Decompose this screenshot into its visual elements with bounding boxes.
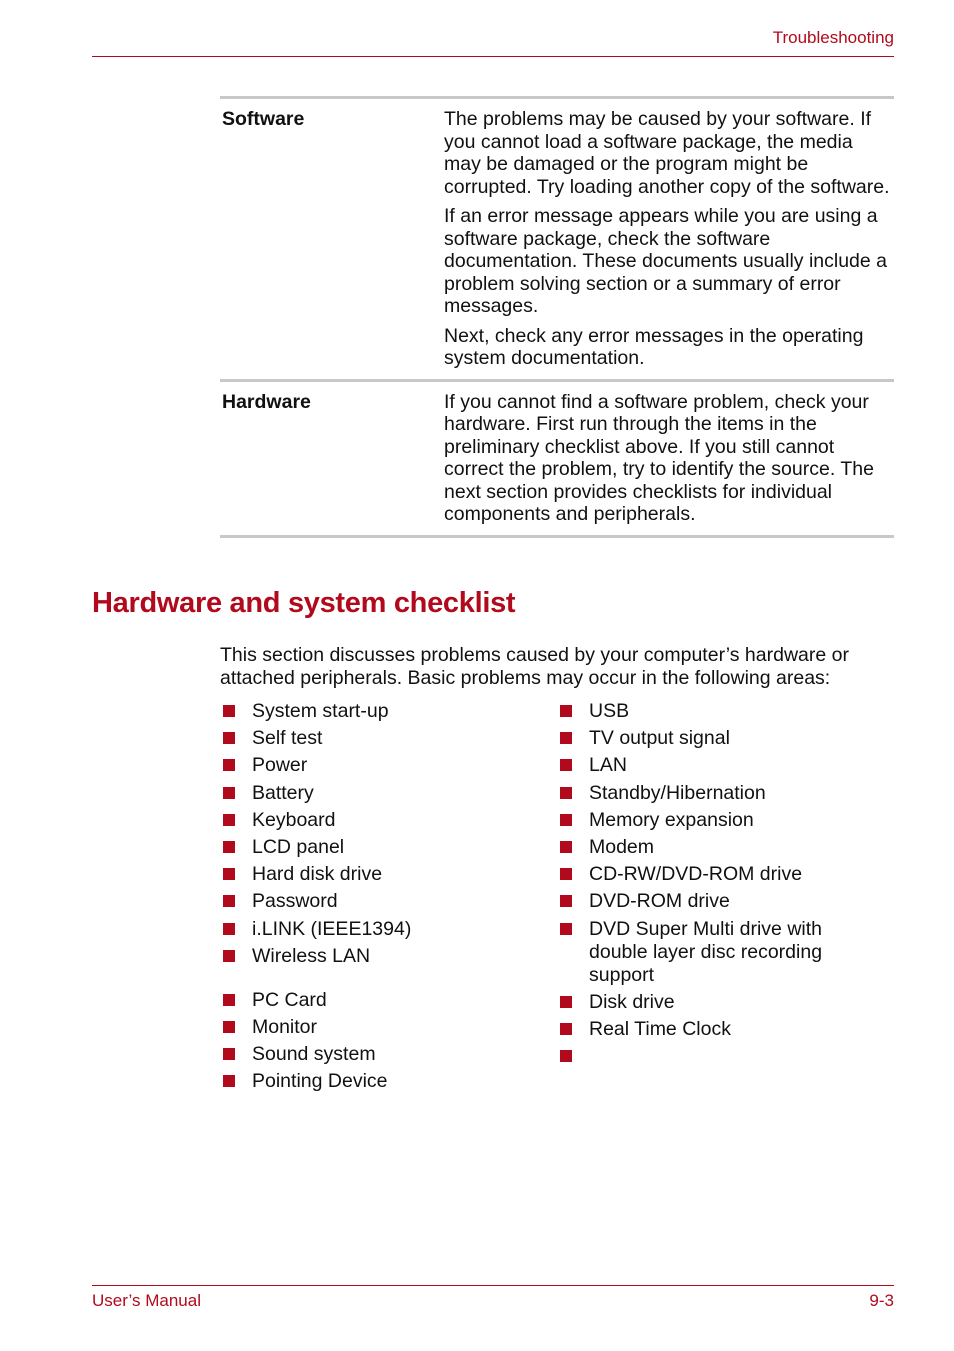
page-number: 9-3 bbox=[869, 1291, 894, 1310]
list-item bbox=[557, 700, 877, 723]
list-item bbox=[220, 809, 540, 832]
square-bullet-icon bbox=[223, 841, 235, 853]
list-item bbox=[557, 836, 877, 859]
square-bullet-icon bbox=[223, 787, 235, 799]
square-bullet-icon bbox=[223, 759, 235, 771]
running-header: Troubleshooting bbox=[772, 28, 894, 47]
square-bullet-icon bbox=[560, 705, 572, 717]
list-item-label: Self test bbox=[252, 727, 323, 750]
list-item bbox=[220, 727, 540, 750]
square-bullet-icon bbox=[560, 895, 572, 907]
list-item bbox=[220, 989, 540, 1012]
list-item-label: Pointing Device bbox=[252, 1070, 388, 1093]
list-item bbox=[220, 754, 540, 777]
description-paragraph: If an error message appears while you are using a software package, check the software documentation. These documents usually include a problem solving section or a summary of error messages. bbox=[444, 205, 887, 317]
list-item bbox=[220, 945, 540, 968]
list-item bbox=[220, 1070, 540, 1093]
list-item-label: Hard disk drive bbox=[252, 863, 383, 886]
list-item bbox=[220, 1043, 540, 1066]
list-item bbox=[557, 782, 877, 805]
description-paragraph: If you cannot find a software problem, check your hardware. First run through the items in the preliminary checklist above. If you still cannot correct the problem, try to identify the source. The next section provides checklists for individual components and peripherals. bbox=[444, 390, 874, 525]
list-item-label: Password bbox=[252, 890, 338, 913]
list-item bbox=[557, 863, 877, 886]
list-item bbox=[220, 890, 540, 913]
square-bullet-icon bbox=[223, 1075, 235, 1087]
list-item bbox=[220, 836, 540, 859]
description-paragraph: Next, check any error messages in the operating system documentation. bbox=[444, 324, 864, 369]
list-item bbox=[220, 700, 540, 723]
row-description bbox=[444, 108, 894, 370]
square-bullet-icon bbox=[560, 923, 572, 935]
footer-rule bbox=[92, 1285, 894, 1286]
list-item-label: LAN bbox=[589, 754, 627, 777]
list-item-label: TV output signal bbox=[589, 727, 730, 750]
square-bullet-icon bbox=[223, 1021, 235, 1033]
list-item-label: DVD-ROM drive bbox=[589, 890, 730, 913]
square-bullet-icon bbox=[223, 895, 235, 907]
square-bullet-icon bbox=[560, 868, 572, 880]
list-item-label: Memory expansion bbox=[589, 808, 754, 831]
square-bullet-icon bbox=[560, 732, 572, 744]
table-row-software bbox=[220, 96, 894, 379]
square-bullet-icon bbox=[560, 759, 572, 771]
section-intro: This section discusses problems caused by your computer’s hardware or attached peripherals. Basic problems may occur in the following areas: bbox=[220, 644, 849, 689]
list-item-label: Keyboard bbox=[252, 808, 336, 831]
list-item bbox=[220, 1016, 540, 1039]
square-bullet-icon bbox=[560, 814, 572, 826]
list-item bbox=[557, 754, 877, 777]
square-bullet-icon bbox=[560, 787, 572, 799]
list-item bbox=[557, 1045, 877, 1068]
row-description bbox=[444, 391, 894, 526]
square-bullet-icon bbox=[560, 996, 572, 1008]
square-bullet-icon bbox=[223, 732, 235, 744]
section-heading: Hardware and system checklist bbox=[92, 587, 516, 619]
list-item bbox=[557, 918, 879, 987]
row-label: Hardware bbox=[222, 390, 311, 413]
list-item-label: Standby/Hibernation bbox=[589, 781, 766, 804]
list-item-label: i.LINK (IEEE1394) bbox=[252, 917, 412, 940]
description-paragraph: The problems may be caused by your software. If you cannot load a software package, the media may be damaged or the program might be corrupted. Try loading another copy of the software. bbox=[444, 108, 890, 198]
list-item-label: Monitor bbox=[252, 1015, 318, 1038]
square-bullet-icon bbox=[223, 814, 235, 826]
square-bullet-icon bbox=[560, 841, 572, 853]
list-item-label: Modem bbox=[589, 835, 655, 858]
header-rule bbox=[92, 56, 894, 57]
list-item-label: CD-RW/DVD-ROM drive bbox=[589, 863, 803, 886]
checklist-left-column bbox=[220, 700, 540, 1097]
list-item bbox=[220, 863, 540, 886]
list-item-label: Power bbox=[252, 754, 308, 777]
list-item-label: Real Time Clock bbox=[589, 1017, 731, 1040]
list-item-label: Disk drive bbox=[589, 990, 675, 1013]
checklist-right-column bbox=[557, 700, 877, 1072]
square-bullet-icon bbox=[223, 1048, 235, 1060]
footer-manual-title: User’s Manual bbox=[92, 1291, 201, 1310]
square-bullet-icon bbox=[223, 994, 235, 1006]
square-bullet-icon bbox=[223, 868, 235, 880]
list-item bbox=[557, 991, 877, 1014]
list-item-label: Battery bbox=[252, 781, 314, 804]
table-row-hardware bbox=[220, 379, 894, 538]
list-item-label: System start-up bbox=[252, 700, 389, 722]
list-item-label: PC Card bbox=[252, 988, 327, 1011]
list-item bbox=[220, 782, 540, 805]
problem-source-table bbox=[220, 96, 894, 538]
square-bullet-icon bbox=[560, 1023, 572, 1035]
list-item bbox=[557, 890, 877, 913]
square-bullet-icon bbox=[560, 1050, 572, 1062]
square-bullet-icon bbox=[223, 923, 235, 935]
list-item-label: Sound system bbox=[252, 1043, 376, 1066]
list-item-label: USB bbox=[589, 700, 630, 722]
square-bullet-icon bbox=[223, 950, 235, 962]
list-item-label: DVD Super Multi drive with double layer disc recording support bbox=[589, 917, 823, 986]
square-bullet-icon bbox=[223, 705, 235, 717]
list-item-label: Wireless LAN bbox=[252, 944, 371, 967]
list-item bbox=[557, 1018, 877, 1041]
list-item-label: LCD panel bbox=[252, 835, 345, 858]
row-label: Software bbox=[222, 108, 305, 130]
list-item bbox=[557, 809, 877, 832]
list-item bbox=[220, 918, 540, 941]
list-item bbox=[557, 727, 877, 750]
